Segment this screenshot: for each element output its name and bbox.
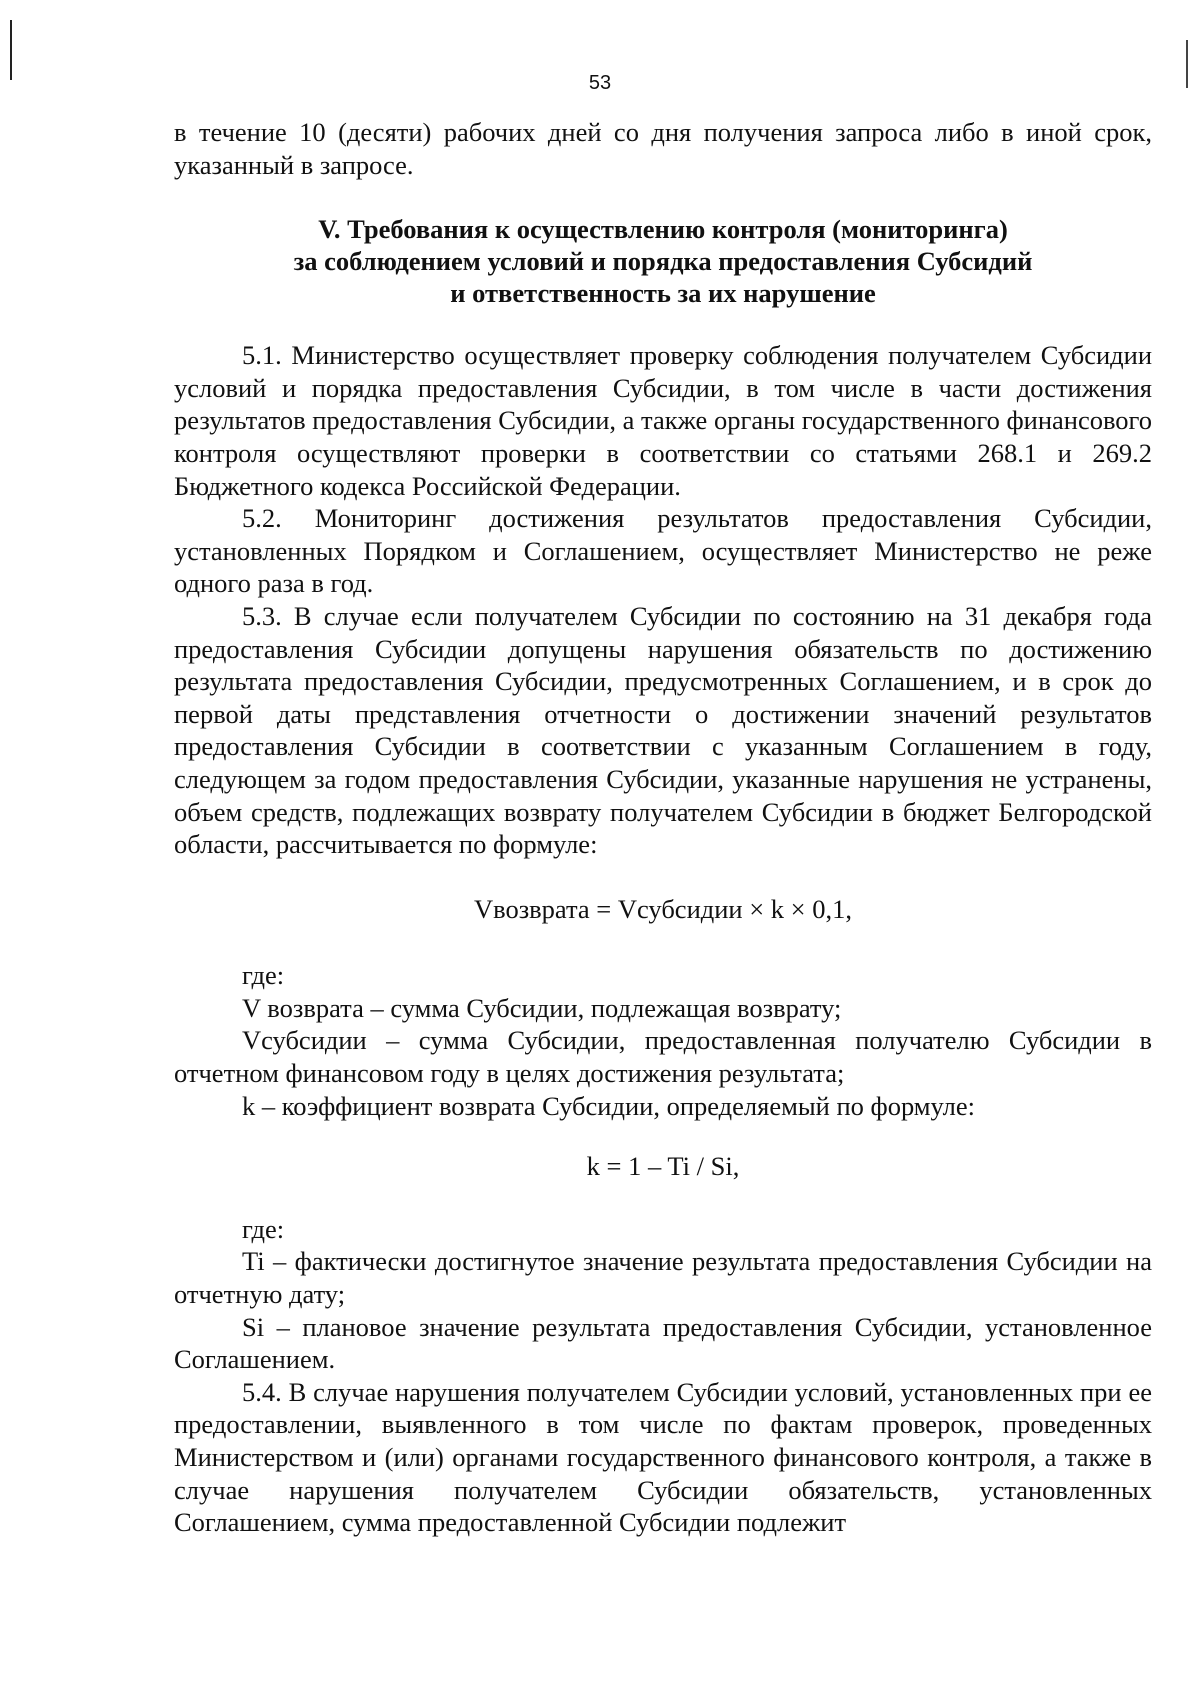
paragraph-5-1: 5.1. Министерство осуществляет проверку соблюдения получателем Субсидии условий и порядка предоставления Субсидии, в том числе в части достижения результатов предоставления Субсидии, а также органы государственного финансового контроля осуществляют проверки в соответствии со статьями 268.1 и 269.2 Бюджетного кодекса Российской Федерации.: [174, 340, 1152, 501]
paragraph-5-4: 5.4. В случае нарушения получателем Субсидии условий, установленных при ее предоставлении, выявленного в том числе по фактам проверок, проведенных Министерством и (или) органами государственного финансового контроля, а также в случае нарушения получателем Субсидии обязательств, установленных Соглашением, сумма предоставленной Субсидии подлежит: [174, 1376, 1152, 1538]
document-body: [174, 116, 1152, 1539]
paragraph-5-3: 5.3. В случае если получателем Субсидии по состоянию на 31 декабря года предоставления Субсидии допущены нарушения обязательств по достижению результата предоставления Субсидии, предусмотренных Соглашением, и в срок до первой даты представления отчетности о достижении значений результатов предоставления Субсидии в соответствии с указанным Соглашением в году, следующем за годом предоставления Субсидии, указанные нарушения не устранены, объем средств, подлежащих возврату получателем Субсидии в бюджет Белгородской области, рассчитывается по формуле:: [174, 600, 1152, 860]
formula-return-amount: Vвозврата = Vсубсидии × k × 0,1,: [473, 893, 852, 924]
definition-ti: Ti – фактически достигнутое значение результата предоставления Субсидии на отчетную дату;: [174, 1246, 1152, 1310]
intro-paragraph: в течение 10 (десяти) рабочих дней со дня получения запроса либо в иной срок, указанный в запросе.: [174, 117, 1152, 180]
section-heading-line-1: V. Требования к осуществлению контроля (мониторинга): [318, 214, 1008, 245]
definition-v-return: V возврата – сумма Субсидии, подлежащая возврату;: [242, 992, 842, 1023]
formula-coefficient-k: k = 1 – Ti / Si,: [586, 1151, 740, 1182]
definition-si: Si – плановое значение результата предоставления Субсидии, установленное Соглашением.: [174, 1311, 1152, 1375]
definition-v-subsidy: Vсубсидии – сумма Субсидии, предоставленная получателю Субсидии в отчетном финансовом году в целях достижения результата;: [174, 1025, 1152, 1089]
page-number: 53: [588, 72, 612, 94]
section-heading: [174, 213, 1152, 309]
where-label-2: где:: [242, 1213, 285, 1244]
section-heading-line-3: и ответственность за их нарушение: [450, 278, 876, 309]
paragraph-5-2: 5.2. Мониторинг достижения результатов предоставления Субсидии, установленных Порядком и Соглашением, осуществляет Министерство не реже одного раза в год.: [174, 503, 1152, 599]
definition-k: k – коэффициент возврата Субсидии, определяемый по формуле:: [242, 1090, 975, 1121]
where-label-1: где:: [242, 960, 285, 991]
scan-edge-mark-left: [10, 20, 12, 80]
section-heading-line-2: за соблюдением условий и порядка предоставления Субсидий: [293, 246, 1033, 277]
